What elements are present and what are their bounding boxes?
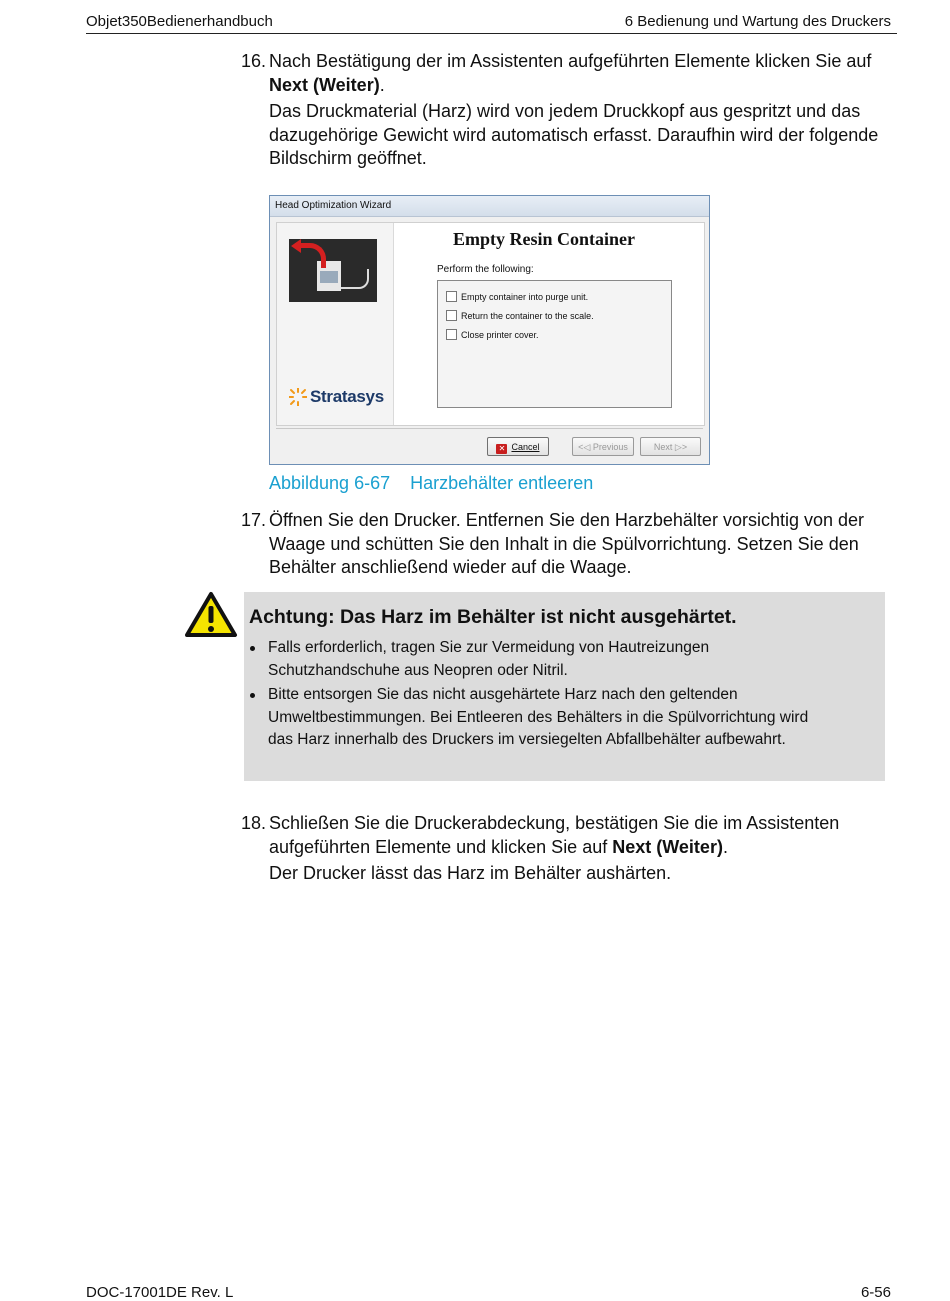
warning-icon (184, 591, 238, 639)
bullet-icon (250, 693, 255, 698)
step-17 (241, 509, 901, 580)
next-keyword: Next (Weiter) (612, 836, 723, 857)
dialog-left-pane (277, 223, 394, 425)
step-instruction (269, 812, 861, 859)
checklist-item[interactable] (446, 329, 539, 340)
checkbox[interactable] (446, 291, 457, 302)
cancel-label: Cancel (511, 442, 540, 452)
warning-list (250, 637, 830, 754)
checklist-label: Return the container to the scale. (461, 311, 594, 321)
wizard-dialog-screenshot (269, 195, 710, 465)
dialog-body (276, 222, 705, 426)
printer-photo (289, 239, 377, 302)
warning-box (244, 592, 885, 781)
next-keyword: Next (Weiter) (269, 74, 380, 95)
list-item (250, 637, 830, 682)
stratasys-logo (289, 386, 393, 412)
warning-title: Achtung: Das Harz im Behälter ist nicht ausgehärtet. (249, 606, 737, 628)
button-separator (276, 428, 703, 429)
step-description: Der Drucker lässt das Harz im Behälter aushärten. (269, 863, 672, 883)
checklist-item[interactable] (446, 310, 594, 321)
checkbox[interactable] (446, 310, 457, 321)
page-footer (86, 1284, 891, 1301)
cable-image (341, 269, 369, 289)
chapter-title: 6 Bedienung und Wartung des Druckers (624, 13, 891, 30)
document-number: DOC-17001DE Rev. L (86, 1284, 234, 1301)
step-number: 16. (241, 51, 267, 71)
step-18 (241, 812, 861, 886)
checkbox[interactable] (446, 329, 457, 340)
figure-caption: Abbildung 6-67 Harzbehälter entleeren (269, 473, 594, 493)
step-description: Das Druckmaterial (Harz) wird von jedem Druckkopf aus gespritzt und das dazugehörige Gewicht wird automatisch erfasst. Daraufhin wird der folgende Bildschirm geöffnet. (269, 101, 879, 168)
next-label: Next (653, 442, 673, 452)
close-icon: ✕ (496, 444, 507, 454)
dialog-heading: Empty Resin Container (453, 229, 636, 249)
punctuation: . (722, 836, 728, 857)
step-number: 18. (241, 813, 267, 833)
previous-button[interactable]: <◁ Previous (572, 437, 634, 456)
arrowhead-icon (291, 239, 301, 253)
checklist-box (437, 280, 672, 408)
logo-text: Stratasys (310, 387, 384, 406)
checklist-label: Empty container into purge unit. (461, 292, 589, 302)
page-number: 6-56 (860, 1284, 891, 1301)
previous-label: Previous (592, 442, 628, 452)
step-number: 17. (241, 510, 267, 530)
step-instruction: Öffnen Sie den Drucker. Entfernen Sie den Harzbehälter vorsichtig von der Waage und schütten Sie den Inhalt in die Spülvorrichtung. Setzen Sie den Behälter anschließend wieder auf die Waage. (269, 510, 865, 577)
perform-label: Perform the following: (437, 264, 534, 275)
bullet-text: Bitte entsorgen Sie das nicht ausgehärtete Harz nach den geltenden Umweltbestimmungen. Bei Entleeren des Behälters in die Spülvorrichtung wird das Harz innerhalb des Druckers im versiegelten Abfallbehälter aufbewahrt. (268, 686, 809, 748)
punctuation: . (379, 74, 385, 95)
manual-title: Objet350Bedienerhandbuch (86, 13, 273, 30)
checklist-item[interactable] (446, 291, 588, 302)
instruction-text: Schließen Sie die Druckerabdeckung, bestätigen Sie die im Assistenten aufgeführten Elemente und klicken Sie auf (269, 813, 840, 857)
step-16 (241, 50, 901, 171)
step-instruction (269, 50, 901, 97)
bullet-text: Falls erforderlich, tragen Sie zur Vermeidung von Hautreizungen Schutzhandschuhe aus Neopren oder Nitril. (268, 639, 710, 679)
next-button[interactable]: Next ▷> (640, 437, 701, 456)
bullet-icon (250, 646, 255, 651)
instruction-text: Nach Bestätigung der im Assistenten aufgeführten Elemente klicken Sie auf (269, 51, 872, 71)
page-header (86, 13, 897, 34)
container-image (320, 271, 338, 283)
list-item (250, 684, 830, 752)
checklist-label: Close printer cover. (461, 330, 539, 340)
stratasys-burst-icon (289, 388, 307, 406)
cancel-button[interactable] (487, 437, 549, 456)
dialog-title: Head Optimization Wizard (270, 196, 709, 217)
